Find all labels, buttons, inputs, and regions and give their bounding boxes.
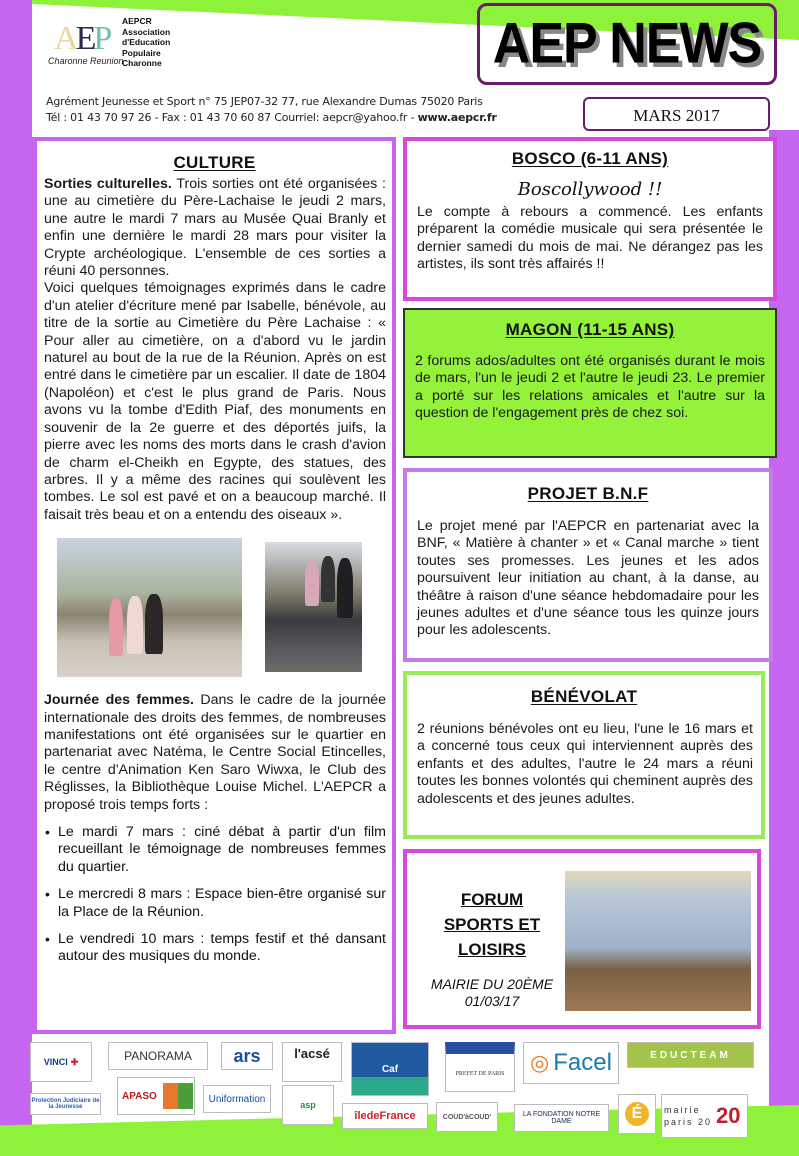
forum-location: MAIRIE DU 20ÈME	[430, 976, 554, 992]
title-line: LOISIRS	[457, 940, 526, 959]
masthead	[477, 3, 777, 85]
org-line: Association	[122, 26, 171, 37]
paragraph-text: Trois sorties ont été organisées : une au cimetière du Père-Lachaise le jeudi 2 mars, une autre le mardi 7 mars au Musée Quai Branly et enfin une dernière le mardi 28 mars pour visiter la Crypte archéologique. L'ensemble de ces sorties a réuni 40 personnes.	[44, 176, 386, 280]
piaf-tomb-photo	[265, 542, 362, 672]
sponsor-logo-pjj	[30, 1093, 101, 1115]
list-item: • Le mercredi 8 mars : Espace bien-être organisé sur la Place de la Réunion.	[44, 886, 386, 921]
sponsor-logo-prefet	[445, 1042, 515, 1092]
sponsor-logo-ars	[221, 1042, 273, 1070]
title-line: FORUM	[460, 890, 524, 909]
paragraph-lead: Sorties culturelles.	[44, 176, 172, 192]
left-purple-band	[0, 0, 32, 1156]
issue-date: MARS 2017	[633, 106, 720, 125]
phone-fax-email: Tél : 01 43 70 97 26 - Fax : 01 43 70 60 87 Courriel: aepcr@yahoo.fr -	[46, 111, 418, 124]
sponsor-label: asp	[300, 1100, 316, 1110]
benevolat-section	[403, 671, 765, 839]
section-title: BÉNÉVOLAT	[530, 687, 638, 706]
aep-logo	[48, 20, 130, 70]
paragraph-lead: Journée des femmes.	[44, 692, 194, 709]
section-text: 2 forums ados/adultes ont été organisés durant le mois de mars, l'un le jeudi 2 et l'autre le jeudi 23. Le premier a porté sur les relations amicales et l'autre sur la question de l'engagement près de chez soi.	[415, 353, 765, 422]
address-line: Agrément Jeunesse et Sport n° 75 JEP07-32 77, rue Alexandre Dumas 75020 Paris	[46, 95, 483, 108]
sponsor-label: PREFET DE PARIS	[455, 1071, 505, 1077]
sponsor-label: mairie paris 20	[664, 1105, 713, 1127]
sponsor-label: Protection Judiciaire de la Jeunesse	[31, 1098, 100, 1110]
sponsor-logo-uniformation	[203, 1085, 271, 1113]
section-text: Le projet mené par l'AEPCR en partenariat avec la BNF, « Matière à chanter » et « Canal marche » tient toutes ses promesses. Les jeunes et les ados poursuivent leur initiation au chant, à la danse, au théâtre à raison d'une séance hebdomadaire pour les jeunes adultes et d'une séance tous les quinze jours pour les adolescents.	[417, 518, 759, 639]
sponsor-logo-ministere	[618, 1094, 656, 1134]
list-item: • Le mardi 7 mars : ciné débat à partir d'un film recueillant le témoignage de nombreuses femmes du quartier.	[44, 824, 386, 876]
contact-line	[46, 110, 497, 126]
org-line: d'Education	[122, 37, 171, 47]
org-line: Populaire	[122, 47, 161, 58]
forum-photo	[565, 871, 751, 1011]
sorties-paragraph	[37, 176, 392, 280]
culture-section	[32, 137, 396, 1034]
sponsor-label: É	[625, 1102, 649, 1126]
sponsor-logo-iledefrance	[342, 1103, 428, 1129]
sponsor-logo-apaso	[117, 1077, 195, 1115]
sponsor-logo-acse	[282, 1042, 342, 1082]
sponsor-logo-facel: ◎ Facel	[523, 1042, 619, 1084]
title-line: SPORTS ET	[443, 915, 541, 934]
sponsor-label: PANORAMA	[124, 1049, 192, 1063]
forum-section	[403, 849, 761, 1029]
sponsor-logo-coudacoud	[436, 1102, 498, 1132]
sponsor-logo-educteam	[627, 1042, 754, 1068]
sponsor-label: VINCI	[43, 1057, 68, 1067]
sponsor-label: l'acsé	[294, 1046, 330, 1061]
org-name	[122, 16, 170, 69]
sponsor-label: Caf	[381, 1063, 399, 1075]
journee-paragraph	[37, 692, 392, 814]
sponsor-logo-asp	[282, 1085, 334, 1125]
sponsor-label: COUD'àCOUD'	[442, 1113, 492, 1121]
section-title: CULTURE	[173, 153, 256, 172]
events-list	[37, 824, 392, 966]
culture-photos	[37, 534, 392, 674]
section-title	[417, 887, 567, 962]
sponsor-label: îledeFrance	[354, 1110, 416, 1122]
magon-section	[403, 308, 777, 458]
website-link[interactable]: www.aepcr.fr	[417, 111, 497, 124]
bosco-section	[403, 137, 777, 301]
section-title: PROJET B.N.F	[527, 484, 649, 503]
org-line: AEPCR	[122, 16, 152, 26]
section-title: MAGON (11-15 ANS)	[505, 320, 675, 339]
sponsor-label: ars	[233, 1045, 261, 1066]
sponsor-label: APASO	[122, 1090, 157, 1102]
org-line: Charonne	[122, 58, 162, 68]
sponsor-label: Facel	[553, 1049, 612, 1076]
temoignages-paragraph: Voici quelques témoignages exprimés dans le cadre d'un atelier d'écriture mené par Isabelle, bénévole, au titre de la sortie au Cimetière du Père Lachaise : « Pour aller au cimetière, on a d'abord vu le jardin naturel au bout de la rue de la Réunion. Après on est entré dans le cimetière par un escalier. Il date de 1804 (Napoléon) et c'est le plus grand de Paris. Nous avons vu la tombe d'Edith Piaf, des monuments en souvenir de la 2e guerre et des déportés juifs, la pierre avec les noms des morts dans le crash d'avion de charm el-Cheikh en Egypte, des statues, des arbres. Il y a même des racines qui soulèvent les tombes. Le sol est pavé et on a beaucoup marché. Il faisait très beau et on a entendu des oiseaux ».	[44, 280, 386, 523]
section-text: Le compte à rebours a commencé. Les enfants préparent la comédie musicale qui sera présentée le dernier samedi du mois de mai. Ne dérangez pas les artistes, ils sont très affairés !!	[417, 204, 763, 273]
logo-letters: AEP	[54, 20, 110, 57]
sponsor-logo-caf	[351, 1042, 429, 1096]
issue-date-box	[583, 97, 770, 131]
contact-info	[46, 94, 497, 126]
section-text: 2 réunions bénévoles ont eu lieu, l'une le 16 mars et a concerné tous ceux qui interviennent auprès des enfants et des adultes, l'autre le 24 mars a réuni toutes les bonnes volontés qui cheminent auprès des adolescents et des jeunes adultes.	[417, 721, 753, 807]
sponsor-logo-vinci: VINCI ✚	[30, 1042, 92, 1082]
forum-date: 01/03/17	[464, 993, 520, 1009]
sponsor-label: EDUCTEAM	[650, 1049, 731, 1061]
sponsor-label: LA FONDATION NOTRE DAME	[522, 1111, 601, 1125]
cemetery-group-photo	[57, 538, 242, 677]
section-subtitle: Boscollywood !!	[517, 179, 663, 200]
bnf-section	[403, 468, 773, 662]
sponsor-logo-panorama	[108, 1042, 208, 1070]
forum-location-date	[412, 976, 572, 1010]
list-item: • Le vendredi 10 mars : temps festif et thé dansant autour des musiques du monde.	[44, 931, 386, 966]
sponsor-logo-mairie20: mairie paris 20 20	[661, 1094, 748, 1138]
paragraph-text: Dans le cadre de la journée internationale des droits des femmes, de nombreuses manifestations ont été organisées sur le quartier en partenariat avec Natéma, le Centre Social Etincelles, le centre d'Animation Ken Saro Wiwxa, le Club des Réglisses, la Bibliothèque Louise Michel. L'AEPCR a proposé trois temps forts :	[44, 692, 386, 813]
masthead-title: AEP NEWS	[492, 12, 762, 76]
logo-caption: Charonne Reunion	[48, 56, 124, 66]
sponsor-label: Uniformation	[208, 1093, 266, 1105]
section-title: BOSCO (6-11 ANS)	[511, 149, 669, 168]
sponsor-logo-fondation-notre-dame	[514, 1104, 609, 1132]
